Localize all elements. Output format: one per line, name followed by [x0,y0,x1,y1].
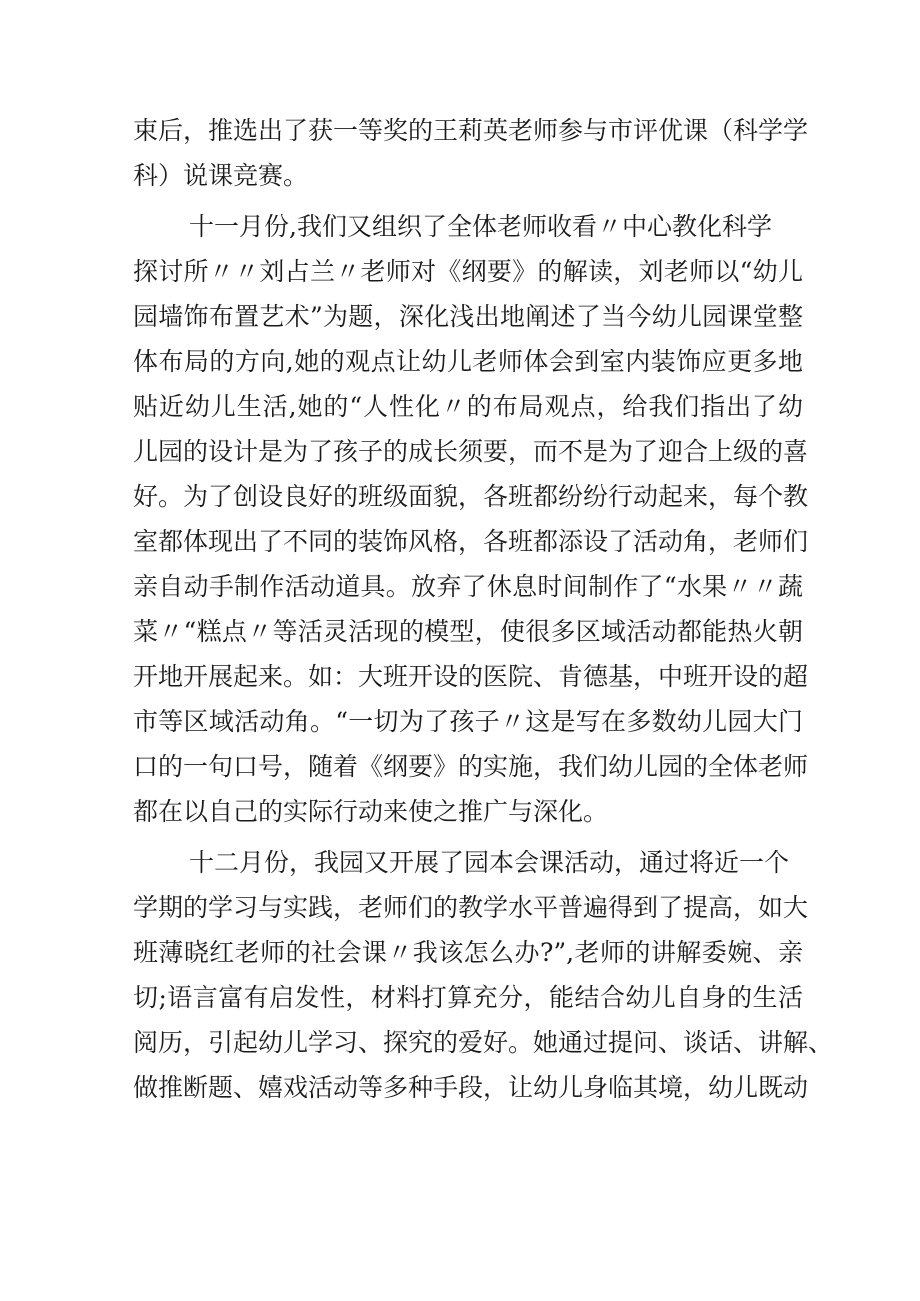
text-line: 都在以自己的实际行动来使之推广与深化。 [133,797,609,826]
body-text [133,108,834,1110]
text-line: 切;语言富有启发性，材料打算充分，能结合幼儿自身的生活 [133,983,803,1012]
text-line: 班薄晓红老师的社会课〃我该怎么办?”,老师的讲解委婉、亲 [133,938,803,967]
paragraph-1 [133,108,809,198]
text-line: 市等区域活动角。“一切为了孩子〃这是写在多数幼儿园大门 [133,707,803,736]
text-line: 束后，推选出了获一等奖的王莉英老师参与市评优课（科学学 [133,116,809,145]
text-line: 探讨所〃〃刘占兰〃老师对《纲要》的解读，刘老师以“幼儿 [133,257,803,286]
text-line: 阅历，引起幼儿学习、探究的爱好。她通过提问、谈话、讲解、 [133,1028,834,1057]
text-line: 儿园的设计是为了孩子的成长须要，而不是为了迎合上级的喜 [133,437,809,466]
text-line: 十二月份，我园又开展了园本会课活动，通过将近一个 [189,848,790,877]
text-line: 做推断题、嬉戏活动等多种手段，让幼儿身临其境，幼儿既动 [133,1073,809,1102]
text-line: 开地开展起来。如：大班开设的医院、肯德基，中班开设的超 [133,662,809,691]
text-line: 体布局的方向,她的观点让幼儿老师体会到室内装饰应更多地 [133,347,803,376]
paragraph-3 [133,840,834,1110]
text-line: 学期的学习与实践，老师们的教学水平普遍得到了提高，如大 [133,893,809,922]
text-line: 科）说课竞赛。 [133,161,309,190]
text-line: 口的一句口号，随着《纲要》的实施，我们幼儿园的全体老师 [133,752,809,781]
text-line: 园墙饰布置艺术”为题，深化浅出地阐述了当今幼儿园课堂整 [133,302,803,331]
text-line: 菜〃“糕点〃等活灵活现的模型，使很多区域活动都能热火朝 [133,617,803,646]
text-line: 室都体现出了不同的装饰风格，各班都添设了活动角，老师们 [133,527,809,556]
paragraph-2 [133,204,809,834]
text-line: 好。为了创设良好的班级面貌，各班都纷纷行动起来，每个教 [133,482,809,511]
text-line: 贴近幼儿生活,她的“人性化〃的布局观点，给我们指出了幼 [133,392,803,421]
text-line: 十一月份,我们又组织了全体老师收看〃中心教化科学 [189,212,772,241]
text-line: 亲自动手制作活动道具。放弃了休息时间制作了“水果〃〃蔬 [133,572,803,601]
